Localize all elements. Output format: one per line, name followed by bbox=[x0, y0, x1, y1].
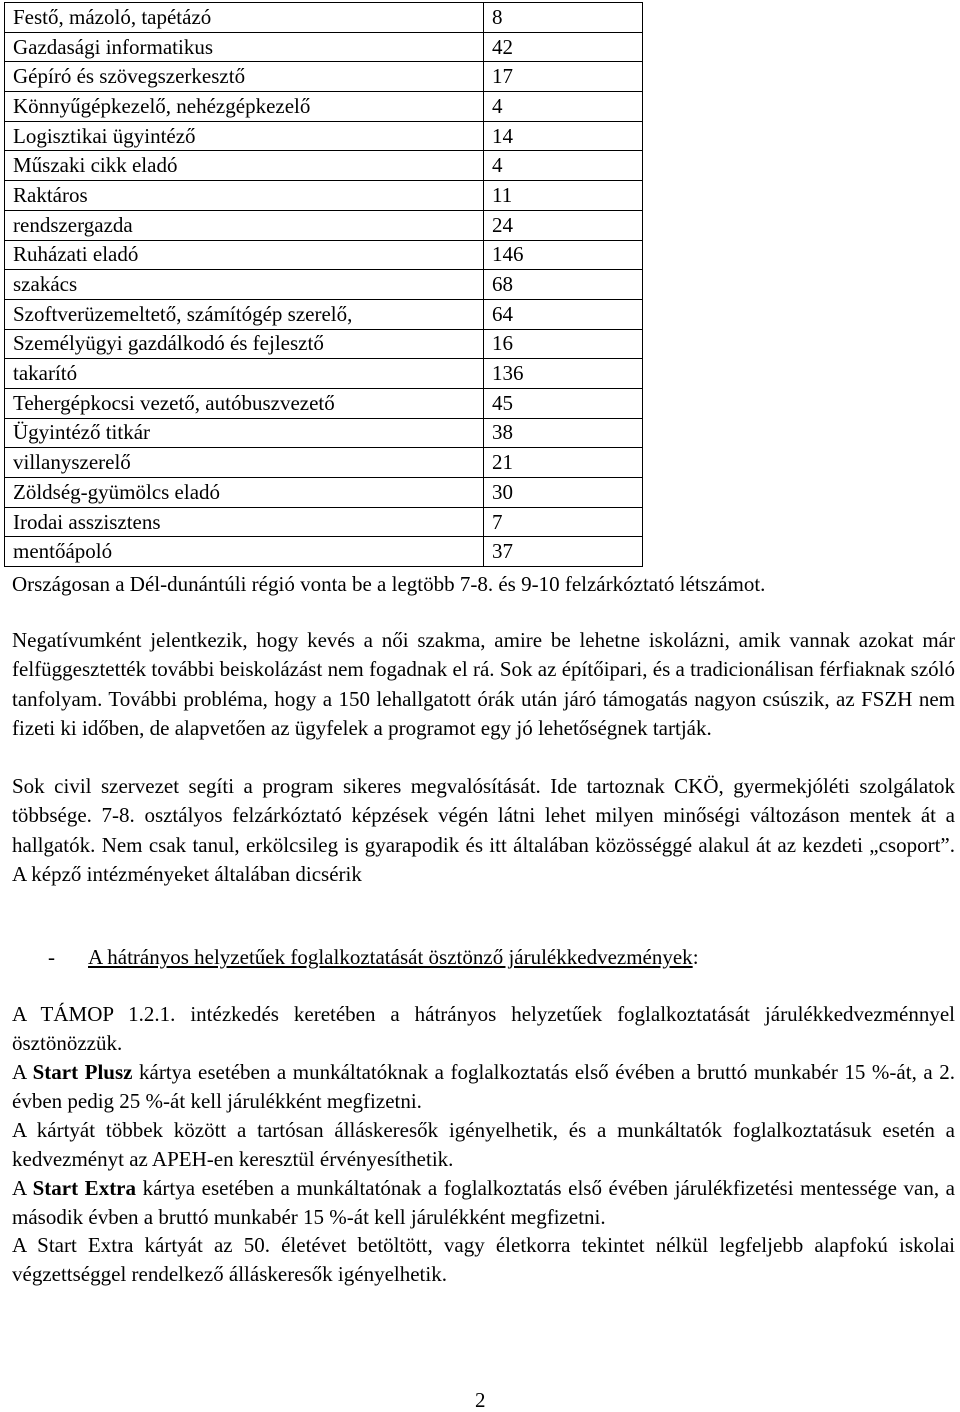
table-row bbox=[5, 32, 643, 62]
job-count-cell: 146 bbox=[484, 240, 643, 270]
job-count-cell: 21 bbox=[484, 448, 643, 478]
job-name-cell: Gazdasági informatikus bbox=[5, 32, 484, 62]
table-row bbox=[5, 359, 643, 389]
job-count-cell: 45 bbox=[484, 388, 643, 418]
paragraph-start-extra bbox=[12, 1174, 955, 1233]
table-row bbox=[5, 270, 643, 300]
job-name-cell: takarító bbox=[5, 359, 484, 389]
job-name-cell: villanyszerelő bbox=[5, 448, 484, 478]
start-plusz-pre: A bbox=[12, 1060, 33, 1084]
table-row bbox=[5, 299, 643, 329]
job-name-cell: Gépíró és szövegszerkesztő bbox=[5, 62, 484, 92]
paragraph-negatives: Negatívumként jelentkezik, hogy kevés a női szakma, amire be lehetne iskolázni, amik vannak azokat már felfüggesztették további beiskolázást nem fogadnak el rá. Sok az építőipari, és a tradicionálisan férfiaknak szóló tanfolyam. További probléma, hogy a 150 lehallgatott órák után járó támogatás nagyon csúszik, az FSZH nem fizeti ki időben, de alapvetően az ügyfelek a programot egy jó lehetőségnek tartják. bbox=[12, 628, 955, 740]
paragraph-start-extra-50: A Start Extra kártyát az 50. életévet betöltött, vagy életkorra tekintet nélkül legfeljebb alapfokú iskolai végzettséggel rendelkező álláskeresők igényelhetik. bbox=[12, 1233, 955, 1287]
start-extra-post: kártya esetében a munkáltatónak a foglalkoztatás első évében járulékfizetési mentessége van, a második évben a bruttó munkabér 15 %-át kell járulékként megfizetni. bbox=[12, 1176, 956, 1230]
table-row bbox=[5, 210, 643, 240]
job-name-cell: Raktáros bbox=[5, 181, 484, 211]
start-extra-pre: A bbox=[12, 1176, 33, 1200]
job-count-cell: 38 bbox=[484, 418, 643, 448]
job-count-cell: 11 bbox=[484, 181, 643, 211]
job-name-cell: Irodai asszisztens bbox=[5, 507, 484, 537]
job-count-cell: 64 bbox=[484, 299, 643, 329]
table-row bbox=[5, 92, 643, 122]
job-name-cell: Ügyintéző titkár bbox=[5, 418, 484, 448]
job-name-cell: Logisztikai ügyintéző bbox=[5, 121, 484, 151]
table-row bbox=[5, 151, 643, 181]
job-count-cell: 4 bbox=[484, 92, 643, 122]
job-name-cell: mentőápoló bbox=[5, 537, 484, 567]
table-row bbox=[5, 388, 643, 418]
job-name-cell: Könnyűgépkezelő, nehézgépkezelő bbox=[5, 92, 484, 122]
summary-text: Országosan a Dél-dunántúli régió vonta be a legtöbb 7-8. és 9-10 felzárkóztató létszámot. bbox=[12, 572, 766, 596]
table-row bbox=[5, 507, 643, 537]
section-heading bbox=[48, 943, 699, 972]
job-count-cell: 30 bbox=[484, 478, 643, 508]
jobs-table-body bbox=[5, 3, 643, 567]
table-row bbox=[5, 329, 643, 359]
job-name-cell: Tehergépkocsi vezető, autóbuszvezető bbox=[5, 388, 484, 418]
job-count-cell: 14 bbox=[484, 121, 643, 151]
paragraph-kartya: A kártyát többek között a tartósan álláskeresők igényelhetik, és a munkáltatók foglalkoztatásuk esetén a kedvezményt az APEH-en keresztül érvényesíthetik. bbox=[12, 1118, 955, 1172]
heading-text: A hátrányos helyzetűek foglalkoztatását ösztönző járulékkedvezmények bbox=[88, 945, 693, 969]
heading-dash: - bbox=[48, 945, 55, 969]
job-count-cell: 17 bbox=[484, 62, 643, 92]
job-name-cell: Ruházati eladó bbox=[5, 240, 484, 270]
table-row bbox=[5, 537, 643, 567]
table-row bbox=[5, 3, 643, 33]
table-row bbox=[5, 418, 643, 448]
job-count-cell: 42 bbox=[484, 32, 643, 62]
job-count-cell: 16 bbox=[484, 329, 643, 359]
job-count-cell: 136 bbox=[484, 359, 643, 389]
job-name-cell: Szoftverüzemeltető, számítógép szerelő, bbox=[5, 299, 484, 329]
job-count-cell: 4 bbox=[484, 151, 643, 181]
job-name-cell: Személyügyi gazdálkodó és fejlesztő bbox=[5, 329, 484, 359]
table-row bbox=[5, 121, 643, 151]
job-count-cell: 24 bbox=[484, 210, 643, 240]
table-row bbox=[5, 478, 643, 508]
table-row bbox=[5, 448, 643, 478]
start-extra-bold: Start Extra bbox=[32, 1176, 137, 1200]
job-count-cell: 37 bbox=[484, 537, 643, 567]
table-row bbox=[5, 62, 643, 92]
start-plusz-post: kártya esetében a munkáltatóknak a foglalkoztatás első évében a bruttó munkabér 15 %-át, a 2. évben pedig 25 %-át kell járulékként megfizetni. bbox=[12, 1060, 956, 1114]
job-name-cell: Műszaki cikk eladó bbox=[5, 151, 484, 181]
paragraph-civil: Sok civil szervezet segíti a program sikeres megvalósítását. Ide tartoznak CKÖ, gyermekjóléti szolgálatok többsége. 7-8. osztályos felzárkóztató képzések végén látni lehet milyen minőségi változáson mentek át a hallgatók. Nem csak tanul, erkölcsileg is gyarapodik és itt általában közösséggé alakul át az kezdeti „csoport”. A képző intézményeket általában dicsérik bbox=[12, 774, 955, 886]
heading-suffix: : bbox=[692, 945, 699, 969]
job-name-cell: Festő, mázoló, tapétázó bbox=[5, 3, 484, 33]
job-count-cell: 7 bbox=[484, 507, 643, 537]
table-row bbox=[5, 240, 643, 270]
paragraph-start-plusz bbox=[12, 1058, 955, 1117]
jobs-table bbox=[4, 2, 643, 567]
page-number: 2 bbox=[475, 1388, 486, 1412]
table-row bbox=[5, 181, 643, 211]
job-count-cell: 68 bbox=[484, 270, 643, 300]
start-plusz-bold: Start Plusz bbox=[32, 1060, 133, 1084]
paragraph-tamop: A TÁMOP 1.2.1. intézkedés keretében a hátrányos helyzetűek foglalkoztatását járulékkedvezménnyel ösztönözzük. bbox=[12, 1002, 955, 1056]
job-name-cell: rendszergazda bbox=[5, 210, 484, 240]
job-count-cell: 8 bbox=[484, 3, 643, 33]
job-name-cell: szakács bbox=[5, 270, 484, 300]
job-name-cell: Zöldség-gyümölcs eladó bbox=[5, 478, 484, 508]
